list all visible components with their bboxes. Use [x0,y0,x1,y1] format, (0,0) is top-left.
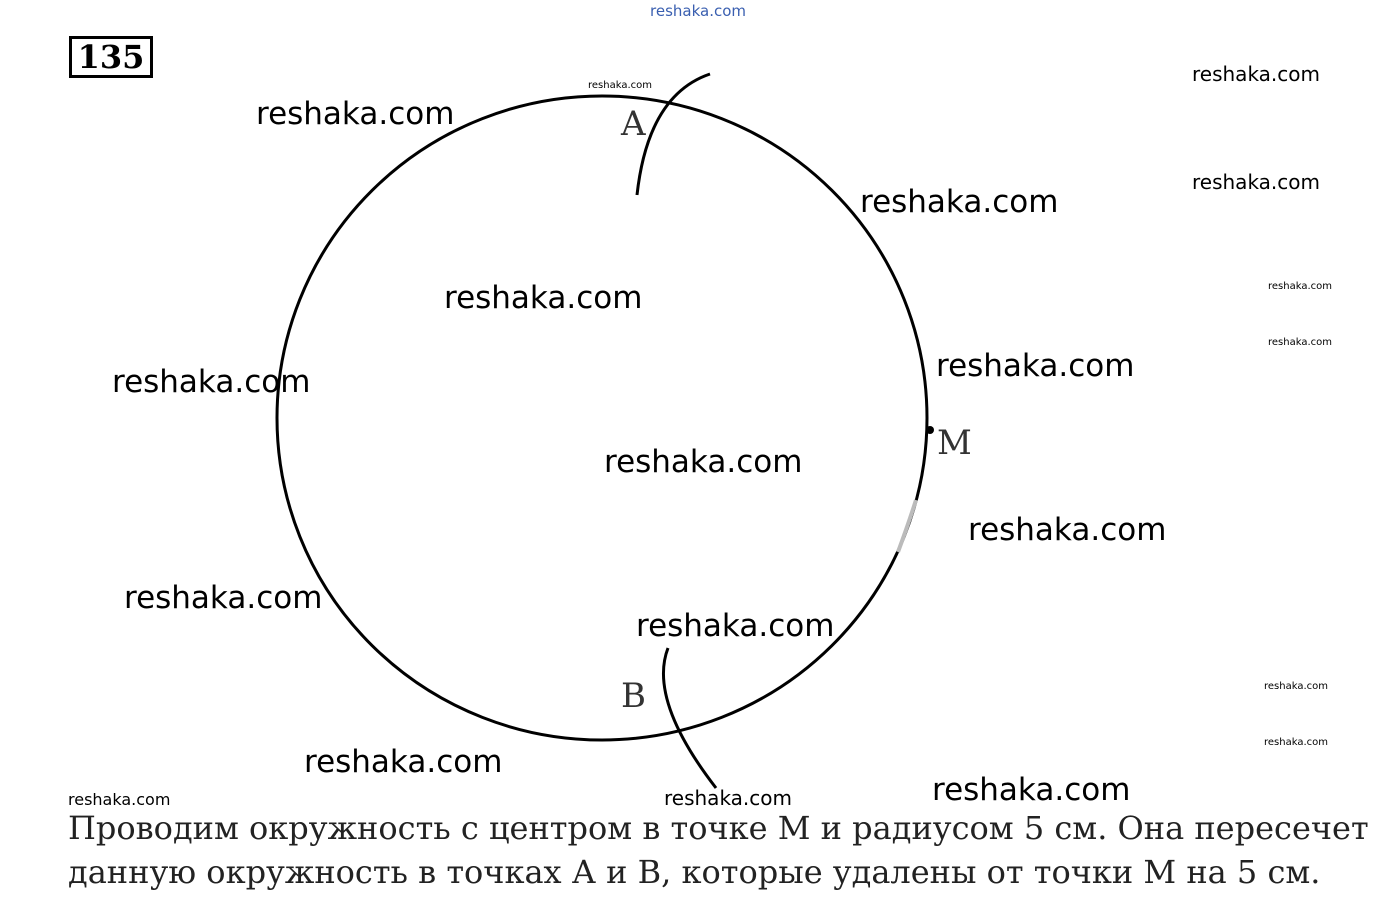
watermark: reshaka.com [124,580,323,616]
watermark: reshaka.com [444,280,643,316]
watermark: reshaka.com [112,364,311,400]
solution-text [68,806,1368,894]
watermark: reshaka.com [1268,281,1332,292]
arc-through-a [637,74,710,195]
point-m-dot [926,426,934,434]
watermark: reshaka.com [68,790,171,809]
watermark: reshaka.com [968,512,1167,548]
watermark: reshaka.com [1192,170,1320,194]
watermark: reshaka.com [588,80,652,91]
watermark: reshaka.com [932,772,1131,808]
point-a-label: A [621,104,646,144]
watermark: reshaka.com [636,608,835,644]
watermark: reshaka.com [1192,62,1320,86]
watermark: reshaka.com [304,744,503,780]
watermark: reshaka.com [256,96,455,132]
problem-number [69,36,153,78]
solution-line-1: Проводим окружность с центром в точке М и радиусом 5 см. Она пересечет [68,809,1369,847]
watermark: reshaka.com [1264,737,1328,748]
problem-number-text: 135 [77,38,145,76]
watermark: reshaka.com [1264,681,1328,692]
site-watermark-top: reshaka.com [650,2,746,20]
point-m-label: M [937,423,972,463]
circle-faded-segment [898,500,916,552]
solution-line-2: данную окружность в точках А и В, которые удалены от точки М на 5 см. [68,853,1321,891]
watermark: reshaka.com [1268,337,1332,348]
point-b-label: B [621,676,646,716]
watermark: reshaka.com [664,786,792,810]
watermark: reshaka.com [860,184,1059,220]
watermark: reshaka.com [604,444,803,480]
arc-through-b [663,648,716,788]
watermark: reshaka.com [936,348,1135,384]
